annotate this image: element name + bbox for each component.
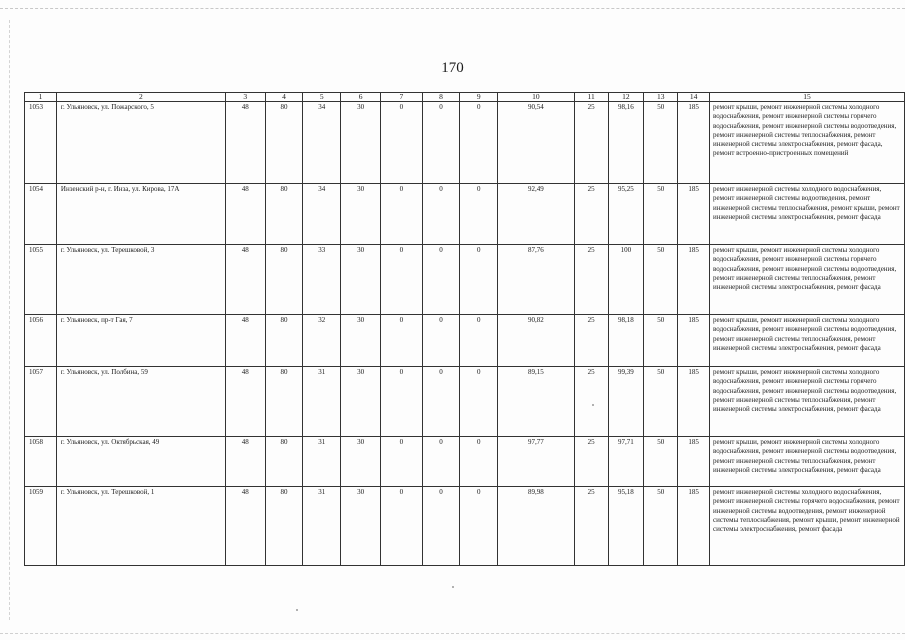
row-address: г. Ульяновск, ул. Пожарского, 5	[56, 102, 225, 184]
cell-col8: 0	[422, 102, 460, 184]
page-number: 170	[441, 60, 464, 76]
cell-col5: 34	[303, 184, 341, 245]
row-address: г. Ульяновск, ул. Полбина, 59	[56, 367, 225, 437]
row-number: 1059	[25, 487, 57, 566]
cell-col7: 0	[380, 315, 422, 367]
cell-col5: 31	[303, 487, 341, 566]
cell-col12: 97,71	[608, 437, 644, 487]
cell-col8: 0	[422, 315, 460, 367]
cell-col4: 80	[265, 367, 303, 437]
cell-col7: 0	[380, 487, 422, 566]
cell-col5: 31	[303, 367, 341, 437]
cell-col4: 80	[265, 102, 303, 184]
cell-col3: 48	[225, 437, 265, 487]
cell-col14: 185	[678, 102, 710, 184]
cell-col8: 0	[422, 487, 460, 566]
cell-col10: 90,82	[498, 315, 575, 367]
cell-col5: 31	[303, 437, 341, 487]
cell-col13: 50	[644, 102, 678, 184]
cell-col3: 48	[225, 315, 265, 367]
table-row	[25, 102, 905, 184]
table-row	[25, 367, 905, 437]
cell-col12: 95,25	[608, 184, 644, 245]
cell-col6: 30	[341, 487, 381, 566]
row-works: ремонт инженерной системы холодного водоснабжения, ремонт инженерной системы горячего водоснабжения, ремонт инженерной системы водоотведения, ремонт инженерной системы теплоснабжения, ремонт крыши, ремонт инженерной системы электроснабжения, ремонт фасада	[710, 487, 905, 566]
row-address: г. Ульяновск, ул. Терешковой, 1	[56, 487, 225, 566]
scan-speck	[296, 609, 298, 611]
cell-col4: 80	[265, 245, 303, 315]
cell-col3: 48	[225, 487, 265, 566]
scan-speck	[592, 404, 594, 406]
row-works: ремонт инженерной системы холодного водоснабжения, ремонт инженерной системы водоотведения, ремонт инженерной системы теплоснабжения, ремонт крыши, ремонт инженерной системы электроснабжения, ремонт фасада	[710, 184, 905, 245]
cell-col7: 0	[380, 437, 422, 487]
cell-col10: 97,77	[498, 437, 575, 487]
row-address: г. Ульяновск, ул. Терешковой, 3	[56, 245, 225, 315]
cell-col6: 30	[341, 184, 381, 245]
row-number: 1058	[25, 437, 57, 487]
column-header: 2	[56, 93, 225, 102]
row-number: 1053	[25, 102, 57, 184]
column-header: 7	[380, 93, 422, 102]
cell-col8: 0	[422, 437, 460, 487]
cell-col9: 0	[460, 487, 498, 566]
cell-col6: 30	[341, 102, 381, 184]
cell-col10: 89,98	[498, 487, 575, 566]
cell-col5: 34	[303, 102, 341, 184]
cell-col12: 95,18	[608, 487, 644, 566]
cell-col11: 25	[574, 102, 608, 184]
cell-col13: 50	[644, 367, 678, 437]
column-header: 15	[710, 93, 905, 102]
cell-col9: 0	[460, 102, 498, 184]
cell-col11: 25	[574, 245, 608, 315]
scan-speck	[452, 586, 454, 588]
cell-col9: 0	[460, 437, 498, 487]
column-header: 8	[422, 93, 460, 102]
cell-col11: 25	[574, 184, 608, 245]
row-works: ремонт крыши, ремонт инженерной системы холодного водоснабжения, ремонт инженерной системы горячего водоснабжения, ремонт инженерной системы водоотведения, ремонт инженерной системы теплоснабжения, ремонт инженерной системы электроснабжения, ремонт фасада, ремонт встроенно-пристроенных помещений	[710, 102, 905, 184]
cell-col13: 50	[644, 245, 678, 315]
cell-col3: 48	[225, 245, 265, 315]
column-header: 10	[498, 93, 575, 102]
cell-col6: 30	[341, 245, 381, 315]
column-header: 11	[574, 93, 608, 102]
cell-col10: 89,15	[498, 367, 575, 437]
cell-col12: 98,16	[608, 102, 644, 184]
cell-col10: 87,76	[498, 245, 575, 315]
table-row	[25, 487, 905, 566]
column-header: 4	[265, 93, 303, 102]
cell-col14: 185	[678, 367, 710, 437]
cell-col3: 48	[225, 184, 265, 245]
column-header: 1	[25, 93, 57, 102]
row-number: 1055	[25, 245, 57, 315]
column-header: 5	[303, 93, 341, 102]
row-works: ремонт крыши, ремонт инженерной системы холодного водоснабжения, ремонт инженерной системы водоотведения, ремонт инженерной системы теплоснабжения, ремонт инженерной системы электроснабжения, ремонт фасада	[710, 437, 905, 487]
cell-col14: 185	[678, 315, 710, 367]
table-row	[25, 315, 905, 367]
column-header: 9	[460, 93, 498, 102]
cell-col12: 99,39	[608, 367, 644, 437]
cell-col8: 0	[422, 367, 460, 437]
scan-edge-left	[9, 20, 10, 620]
row-works: ремонт крыши, ремонт инженерной системы холодного водоснабжения, ремонт инженерной системы водоотведения, ремонт инженерной системы теплоснабжения, ремонт инженерной системы электроснабжения, ремонт фасада	[710, 315, 905, 367]
cell-col13: 50	[644, 437, 678, 487]
column-header: 14	[678, 93, 710, 102]
cell-col9: 0	[460, 315, 498, 367]
cell-col10: 92,49	[498, 184, 575, 245]
cell-col3: 48	[225, 367, 265, 437]
cell-col8: 0	[422, 184, 460, 245]
cell-col13: 50	[644, 487, 678, 566]
cell-col9: 0	[460, 367, 498, 437]
cell-col5: 32	[303, 315, 341, 367]
row-number: 1056	[25, 315, 57, 367]
row-works: ремонт крыши, ремонт инженерной системы холодного водоснабжения, ремонт инженерной системы горячего водоснабжения, ремонт инженерной системы водоотведения, ремонт инженерной системы теплоснабжения, ремонт инженерной системы электроснабжения, ремонт фасада	[710, 367, 905, 437]
cell-col5: 33	[303, 245, 341, 315]
cell-col4: 80	[265, 184, 303, 245]
cell-col8: 0	[422, 245, 460, 315]
cell-col11: 25	[574, 437, 608, 487]
cell-col11: 25	[574, 315, 608, 367]
cell-col11: 25	[574, 487, 608, 566]
cell-col4: 80	[265, 487, 303, 566]
row-address: г. Ульяновск, ул. Октябрьская, 49	[56, 437, 225, 487]
cell-col13: 50	[644, 184, 678, 245]
column-header: 6	[341, 93, 381, 102]
cell-col14: 185	[678, 437, 710, 487]
cell-col9: 0	[460, 245, 498, 315]
cell-col3: 48	[225, 102, 265, 184]
repair-program-table	[24, 92, 905, 566]
row-number: 1057	[25, 367, 57, 437]
cell-col6: 30	[341, 437, 381, 487]
column-header: 3	[225, 93, 265, 102]
cell-col14: 185	[678, 245, 710, 315]
row-works: ремонт крыши, ремонт инженерной системы холодного водоснабжения, ремонт инженерной системы горячего водоснабжения, ремонт инженерной системы водоотведения, ремонт инженерной системы теплоснабжения, ремонт инженерной системы электроснабжения, ремонт фасада	[710, 245, 905, 315]
cell-col7: 0	[380, 245, 422, 315]
cell-col7: 0	[380, 367, 422, 437]
table-header-row	[25, 93, 905, 102]
table-row	[25, 184, 905, 245]
row-address: г. Ульяновск, пр-т Гая, 7	[56, 315, 225, 367]
row-address: Инзенский р-н, г. Инза, ул. Кирова, 17А	[56, 184, 225, 245]
cell-col7: 0	[380, 184, 422, 245]
cell-col10: 90,54	[498, 102, 575, 184]
cell-col12: 98,18	[608, 315, 644, 367]
table-row	[25, 245, 905, 315]
cell-col4: 80	[265, 437, 303, 487]
column-header: 12	[608, 93, 644, 102]
cell-col9: 0	[460, 184, 498, 245]
column-header: 13	[644, 93, 678, 102]
cell-col6: 30	[341, 315, 381, 367]
cell-col12: 100	[608, 245, 644, 315]
table-row	[25, 437, 905, 487]
cell-col7: 0	[380, 102, 422, 184]
cell-col14: 185	[678, 184, 710, 245]
cell-col6: 30	[341, 367, 381, 437]
cell-col13: 50	[644, 315, 678, 367]
cell-col11: 25	[574, 367, 608, 437]
scan-edge-top	[0, 8, 905, 9]
scan-edge-bottom	[0, 633, 905, 634]
cell-col4: 80	[265, 315, 303, 367]
row-number: 1054	[25, 184, 57, 245]
cell-col14: 185	[678, 487, 710, 566]
